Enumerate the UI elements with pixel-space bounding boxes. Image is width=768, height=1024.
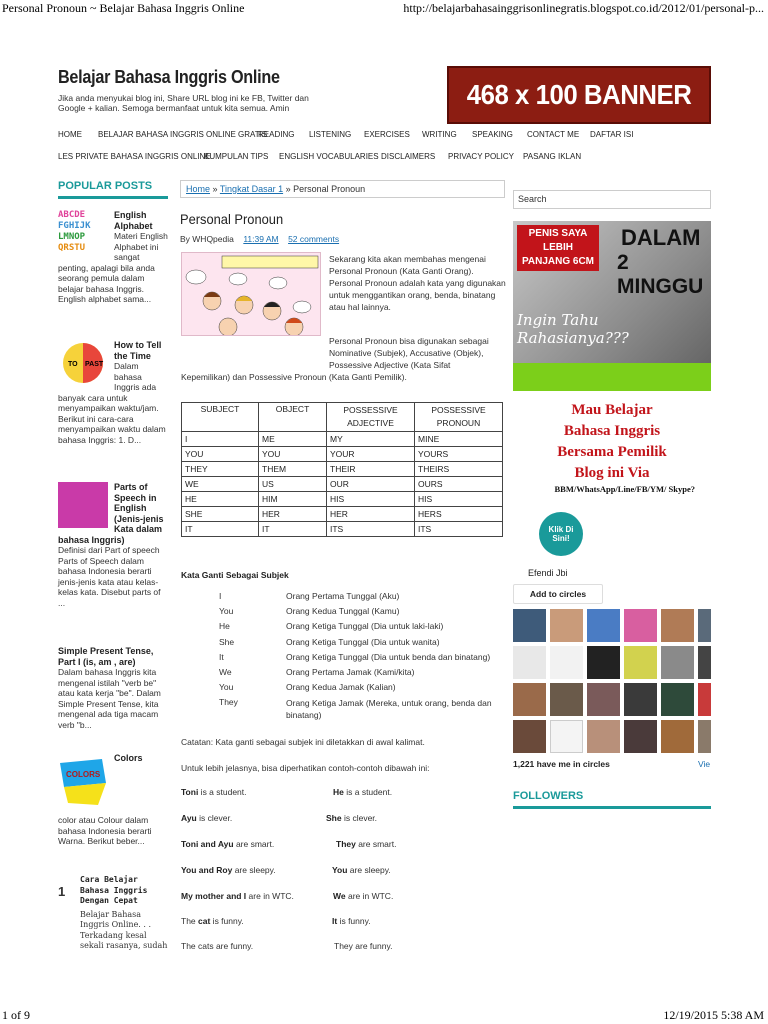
nav-item-reading[interactable]: READING: [258, 130, 295, 139]
post-title-link[interactable]: Colors: [114, 753, 143, 763]
example-sentence: They are funny.: [334, 941, 393, 951]
banner-text: 468 x 100 BANNER: [466, 79, 692, 110]
list-item: [219, 652, 509, 667]
ad-tagline: Ingin Tahu Rahasianya???: [517, 311, 629, 347]
table-cell: IT: [259, 522, 327, 537]
avatar[interactable]: [513, 609, 546, 642]
avatar[interactable]: [587, 683, 620, 716]
header-banner[interactable]: [447, 66, 711, 124]
nav-item-vocabularies[interactable]: ENGLISH VOCABULARIES: [279, 152, 379, 161]
avatar[interactable]: [661, 609, 694, 642]
pronoun-meaning: Orang Pertama Tunggal (Aku): [286, 591, 400, 601]
pronoun-meaning: Orang Ketiga Jamak (Mereka, untuk orang, benda dan binatang): [286, 698, 492, 721]
ad-badge[interactable]: Klik Di Sini!: [539, 512, 583, 556]
nav-item-listening[interactable]: LISTENING: [309, 130, 352, 139]
table-cell: THEIR: [327, 462, 415, 477]
example-sentence: Toni and Ayu are smart.: [181, 839, 275, 849]
list-item: [219, 682, 509, 697]
post-note: Catatan: Kata ganti sebagai subjek ini diletakkan di awal kalimat.: [181, 737, 425, 747]
example-sentence: The cats are funny.: [181, 941, 254, 951]
pronoun: It: [219, 651, 224, 662]
print-datetime: 12/19/2015 5:38 AM: [663, 1008, 764, 1022]
table-header: POSSESSIVE ADJECTIVE: [327, 403, 415, 432]
colors-thumbnail[interactable]: [58, 753, 108, 811]
breadcrumb-separator: »: [285, 184, 291, 194]
ad-line: Blog ini Via: [574, 465, 650, 481]
nav-item-pasang-iklan[interactable]: PASANG IKLAN: [523, 152, 582, 161]
table-cell: HIM: [259, 492, 327, 507]
nav-item-les-private[interactable]: LES PRIVATE BAHASA INGGRIS ONLINE: [58, 152, 211, 161]
nav-item-privacy[interactable]: PRIVACY POLICY: [448, 152, 514, 161]
avatar[interactable]: [661, 720, 694, 753]
post-snippet: Dalam bahasa Inggris ada banyak cara untuk menyampaikan waktu/jam. Berikut ini cara-cara menyampaikan waktu dalam bahasa Inggris: 1. D...: [58, 361, 166, 445]
table-cell: MINE: [415, 432, 503, 447]
post-snippet: Belajar Bahasa Inggris Online. . . Terkadang kesal sekali rasanya, sudah: [80, 909, 168, 950]
list-item: [219, 591, 509, 606]
post-text: Personal Pronoun bisa digunakan sebagai Nominative (Subjek), Accusative (Objek), Possessive Adjective (Kata Sifat: [329, 336, 489, 370]
table-header-row: [182, 403, 503, 432]
followers-widget: [513, 790, 711, 809]
breadcrumb-separator: »: [212, 184, 218, 194]
table-cell: WE: [182, 477, 259, 492]
example-sentence: Ayu is clever.: [181, 813, 233, 823]
print-url: http://belajarbahasainggrisonlinegratis.blogspot.co.id/2012/01/personal-p...: [403, 1, 764, 15]
example-sentence: It is funny.: [332, 916, 371, 926]
post-note: Untuk lebih jelasnya, bisa diperhatikan contoh-contoh dibawah ini:: [181, 763, 430, 773]
list-item: [219, 606, 509, 621]
example-sentence: You are sleepy.: [332, 865, 391, 875]
table-cell: THEM: [259, 462, 327, 477]
avatar[interactable]: [513, 683, 546, 716]
avatar[interactable]: [698, 609, 711, 642]
post-title-link[interactable]: Cara Belajar Bahasa Inggris Dengan Cepat: [80, 875, 148, 905]
nav-item-speaking[interactable]: SPEAKING: [472, 130, 513, 139]
blog-description: Jika anda menyukai blog ini, Share URL blog ini ke FB, Twitter dan Google + kalian. Semoga bermanfaat untuk kita semua. Amin: [58, 93, 309, 113]
avatar[interactable]: [550, 646, 583, 679]
post-time-link[interactable]: 11:39 AM: [243, 234, 279, 244]
post-snippet: color atau Colour dalam bahasa Indonesia berarti Warna. Berikut beber...: [58, 815, 152, 846]
post-intro-continued: [181, 335, 506, 383]
search-input[interactable]: Search: [513, 190, 711, 209]
sidebar-ad-2[interactable]: [513, 400, 711, 560]
pronoun: You: [219, 606, 234, 617]
nav-item-contact[interactable]: CONTACT ME: [527, 130, 580, 139]
table-header: SUBJECT: [182, 403, 259, 432]
table-cell: THEY: [182, 462, 259, 477]
example-sentence: We are in WTC.: [333, 891, 394, 901]
table-row: [182, 507, 503, 522]
popular-post: [58, 340, 168, 445]
avatar[interactable]: [550, 683, 583, 716]
table-cell: HERS: [415, 507, 503, 522]
print-page-title: Personal Pronoun ~ Belajar Bahasa Inggris Online: [2, 1, 245, 15]
pronoun-meaning: Orang Ketiga Tunggal (Dia untuk wanita): [286, 636, 440, 647]
table-cell: YOURS: [415, 447, 503, 462]
table-cell: ITS: [327, 522, 415, 537]
post-author: By WHQpedia: [180, 234, 234, 244]
table-cell: HIS: [327, 492, 415, 507]
view-all-link[interactable]: Vie: [698, 759, 711, 769]
example-sentence: She is clever.: [326, 813, 378, 823]
table-cell: OUR: [327, 477, 415, 492]
post-intro: Sekarang kita akan membahas mengenai Personal Pronoun (Kata Ganti Orang). Personal Pronoun adalah kata yang digunakan untuk menggantikan orang, benda, binatang atau hal lainnya.: [329, 254, 506, 312]
example-sentence: He is a student.: [333, 787, 393, 797]
post-text: Kepemilikan) dan Possessive Pronoun (Kata Ganti Pemilik).: [181, 372, 407, 382]
breadcrumb-category[interactable]: Tingkat Dasar 1: [219, 184, 284, 194]
pronoun: You: [219, 682, 234, 693]
table-cell: THEIRS: [415, 462, 503, 477]
avatar[interactable]: [513, 646, 546, 679]
example-sentence: You and Roy are sleepy.: [181, 865, 276, 875]
table-cell: ITS: [415, 522, 503, 537]
print-footer: [0, 1006, 768, 1024]
ad-line: Mau Belajar: [571, 402, 653, 418]
breadcrumb-home[interactable]: Home: [186, 184, 211, 194]
post-snippet: Dalam bahasa Inggris kita mengenal istilah "verb be" atau kata kerja "be". Dalam Simple Present Tense, kita mengenal ada tiga macam verb "b...: [58, 667, 161, 730]
avatar[interactable]: [661, 683, 694, 716]
popular-posts-heading: POPULAR POSTS: [58, 180, 168, 199]
pronoun-meaning: Orang Kedua Tunggal (Kamu): [286, 606, 400, 617]
table-header: OBJECT: [259, 403, 327, 432]
post-comments-link[interactable]: 52 comments: [288, 234, 340, 244]
popular-posts: [58, 180, 168, 950]
section-heading: Kata Ganti Sebagai Subjek: [181, 570, 289, 580]
post-title: Personal Pronoun: [180, 211, 284, 227]
breadcrumb: [180, 180, 505, 198]
table-row: [182, 522, 503, 537]
colors-thumb-text: COLORS: [66, 770, 101, 779]
post-meta: [180, 234, 339, 244]
avatar[interactable]: [587, 609, 620, 642]
nav-item-disclaimers[interactable]: DISCLAIMERS: [381, 152, 436, 161]
nav-item-exercises[interactable]: EXERCISES: [364, 130, 410, 139]
table-cell: YOUR: [327, 447, 415, 462]
avatar[interactable]: [698, 646, 711, 679]
svg-text:PAST: PAST: [85, 361, 104, 368]
post-title-link[interactable]: English Alphabet: [114, 210, 153, 231]
popular-post: [58, 482, 168, 608]
nav-item-writing[interactable]: WRITING: [422, 130, 457, 139]
print-header: [0, 0, 768, 18]
avatar[interactable]: [587, 720, 620, 753]
table-cell: ME: [259, 432, 327, 447]
avatar[interactable]: [587, 646, 620, 679]
nav-item-home[interactable]: HOME: [58, 130, 82, 139]
avatar[interactable]: [624, 683, 657, 716]
table-cell: I: [182, 432, 259, 447]
example-sentence: Toni is a student.: [181, 787, 247, 797]
table-row: [182, 462, 503, 477]
table-row: [182, 477, 503, 492]
popular-post: [58, 646, 168, 730]
table-cell: HER: [327, 507, 415, 522]
pronoun-meaning: Orang Kedua Jamak (Kalian): [286, 682, 396, 693]
pronoun-meaning: Orang Ketiga Tunggal (Dia untuk laki-laki): [286, 621, 444, 632]
pronoun-illustration: [181, 252, 321, 336]
pronoun: I: [219, 591, 222, 601]
avatar[interactable]: [698, 683, 711, 716]
post-title-link[interactable]: Parts of Speech in English (Jenis-jenis Kata dalam bahasa Inggris): [58, 482, 164, 545]
nav-item-kumpulan-tips[interactable]: KUMPULAN TIPS: [204, 152, 269, 161]
table-header: POSSESSIVE PRONOUN: [415, 403, 503, 432]
ad-big-text: DALAM: [621, 225, 701, 250]
example-sentence: They are smart.: [336, 839, 397, 849]
blog-title[interactable]: Belajar Bahasa Inggris Online: [58, 67, 280, 87]
sidebar-ad-1[interactable]: [513, 221, 711, 391]
pronoun-meaning: Orang Pertama Jamak (Kami/kita): [286, 666, 415, 677]
nav-item-belajar-gratis[interactable]: BELAJAR BAHASA INGGRIS ONLINE GRATIS: [98, 130, 268, 139]
post-rank: 1: [58, 884, 66, 899]
table-row: [182, 447, 503, 462]
avatar[interactable]: [624, 609, 657, 642]
add-to-circles-button[interactable]: Add to circles: [513, 584, 603, 604]
popular-post: [58, 210, 168, 305]
list-item: [219, 667, 509, 682]
table-cell: YOU: [182, 447, 259, 462]
list-item: [219, 637, 509, 652]
breadcrumb-current: Personal Pronoun: [293, 184, 366, 194]
followers-heading: FOLLOWERS: [513, 790, 711, 809]
pronoun-meaning: Orang Ketiga Tunggal (Dia untuk benda dan binatang): [286, 651, 491, 662]
avatar[interactable]: [624, 646, 657, 679]
table-row: [182, 492, 503, 507]
avatar[interactable]: [661, 646, 694, 679]
alphabet-thumbnail[interactable]: ABCDE FGHIJK LMNOP QRSTU: [58, 210, 108, 256]
avatar[interactable]: [698, 720, 711, 753]
pronoun: She: [219, 636, 235, 647]
table-cell: HE: [182, 492, 259, 507]
example-sentence: The cat is funny.: [181, 916, 244, 926]
ad-small-text: BBM/WhatsApp/Line/FB/YM/ Skype?: [554, 484, 695, 494]
parts-of-speech-thumbnail[interactable]: [58, 482, 108, 528]
post-title-link[interactable]: How to Tell the Time: [114, 340, 162, 361]
pronoun: They: [219, 697, 238, 708]
list-item: [219, 697, 509, 723]
avatar[interactable]: [513, 720, 546, 753]
example-sentence: My mother and I are in WTC.: [181, 891, 294, 901]
circles-count: 1,221 have me in circles: [513, 759, 610, 769]
avatar[interactable]: [550, 720, 583, 753]
subject-pronoun-list: [219, 591, 509, 723]
svg-text:TO: TO: [68, 361, 78, 368]
ad-line: Bahasa Inggris: [563, 423, 661, 439]
ad-big-text: 2 MINGGU: [617, 251, 704, 298]
table-cell: HER: [259, 507, 327, 522]
popular-post: [58, 875, 168, 952]
avatar[interactable]: [624, 720, 657, 753]
ad-line: Bersama Pemilik: [557, 444, 667, 460]
table-cell: YOU: [259, 447, 327, 462]
nav-item-daftar-isi[interactable]: DAFTAR ISI: [590, 130, 634, 139]
table-cell: OURS: [415, 477, 503, 492]
table-cell: MY: [327, 432, 415, 447]
list-item: [219, 621, 509, 636]
avatar[interactable]: [550, 609, 583, 642]
gplus-profile-name[interactable]: Efendi Jbi: [528, 568, 568, 578]
ad-headline: PENIS SAYA LEBIH PANJANG 6CM: [517, 225, 599, 271]
table-cell: SHE: [182, 507, 259, 522]
post-title-link[interactable]: Simple Present Tense, Part I (is, am , are): [58, 646, 154, 667]
popular-post: [58, 753, 168, 847]
table-cell: IT: [182, 522, 259, 537]
post-snippet: Definisi dari Part of speech Parts of Speech dalam bahasa Indonesia berarti jenis-jenis kata atau kelas-kelas kata. Disebut parts of ...: [58, 545, 161, 608]
clock-thumbnail[interactable]: [58, 340, 108, 386]
post-snippet: Materi English Alphabet ini sangat penting, apalagi bila anda seorang pemula dalam belajar bahasa Inggris. English alphabet sama...: [58, 231, 168, 304]
pronoun-table: [181, 402, 503, 537]
print-page-count: 1 of 9: [2, 1008, 30, 1022]
table-cell: US: [259, 477, 327, 492]
table-cell: HIS: [415, 492, 503, 507]
pronoun: We: [219, 666, 232, 677]
pronoun: He: [219, 621, 230, 632]
table-row: [182, 432, 503, 447]
